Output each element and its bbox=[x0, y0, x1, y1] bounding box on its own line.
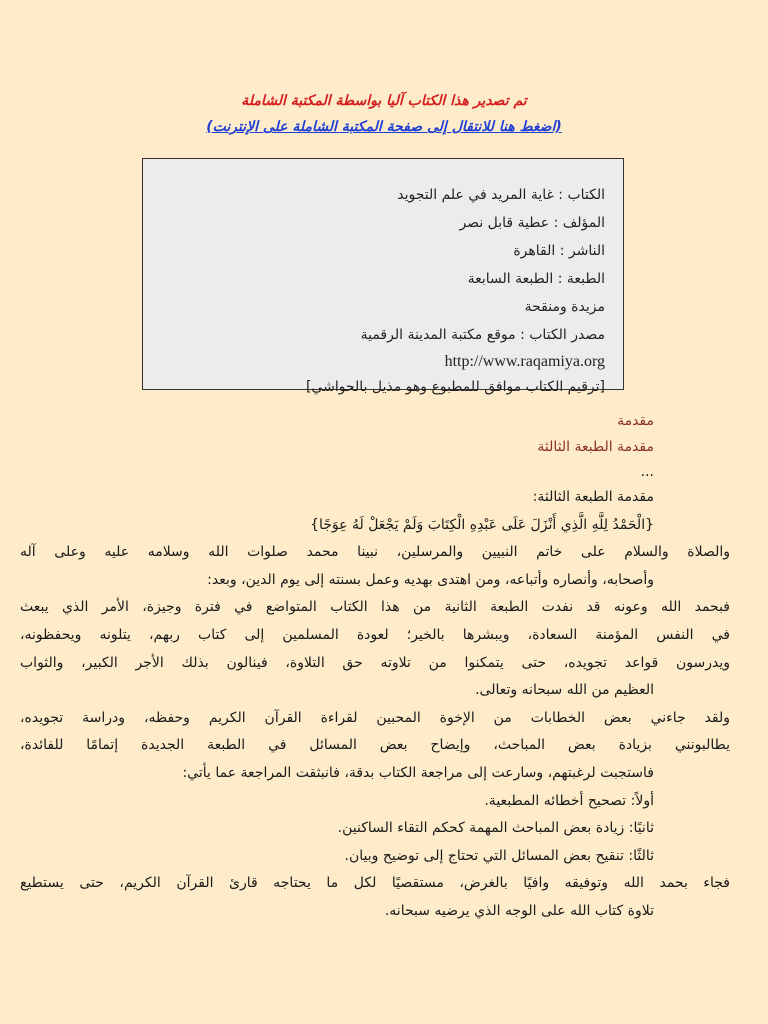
text-line: فاستجبت لرغبتهم، وسارعت إلى مراجعة الكتاب بدقة، فانبثقت المراجعة عما يأتي: bbox=[182, 764, 654, 781]
numbering-note: [ترقيم الكتاب موافق للمطبوع وهو مذيل بالحواشي] bbox=[305, 379, 605, 395]
book-title: الكتاب : غاية المريد في علم التجويد bbox=[397, 187, 605, 203]
book-edition: الطبعة : الطبعة السابعة bbox=[467, 271, 605, 287]
book-edition-note: مزيدة ومنقحة bbox=[524, 299, 605, 315]
text-line: وأصحابه، وأنصاره وأتباعه، ومن اهتدى بهديه وعمل بسنته إلى يوم الدين، وبعد: bbox=[207, 571, 654, 588]
text-line: ولقد جاءني بعض الخطابات من الإخوة المحبين لقراءة القرآن الكريم وحفظه، ودراسة تجويده، bbox=[20, 709, 730, 726]
quran-verse: {الْحَمْدُ لِلَّهِ الَّذِي أَنْزَلَ عَلَى عَبْدِهِ الْكِتَابَ وَلَمْ يَجْعَلْ لَهُ عِوَجًا} bbox=[310, 516, 654, 533]
heading-third-edition: مقدمة الطبعة الثالثة bbox=[537, 439, 654, 455]
text-line: فجاء بحمد الله وتوفيقه وافيًا بالغرض، مستقصيًا لكل ما يحتاجه قارئ القرآن الكريم، حتى يستطيع bbox=[20, 875, 730, 892]
text-line: ثالثًا: تنقيح بعض المسائل التي تحتاج إلى توضيح وبيان. bbox=[344, 847, 654, 864]
text-line: أولاً: تصحيح أخطائه المطبعية. bbox=[484, 792, 654, 809]
text-line: ويدرسون قواعد تجويده، حتى يتمكنوا من تلاوته حق التلاوة، فينالون بذلك الأجر الكبير، والثواب bbox=[20, 654, 730, 671]
source-url: http://www.raqamiya.org bbox=[444, 353, 605, 370]
ellipsis: ... bbox=[640, 464, 654, 480]
text-line: العظيم من الله سبحانه وتعالى. bbox=[475, 682, 654, 699]
book-content bbox=[0, 408, 768, 926]
text-line: فبحمد الله وعونه قد نفدت الطبعة الثانية من هذا الكتاب المتواضع في فترة وجيزة، الأمر الذي يبعث bbox=[20, 599, 730, 616]
heading-introduction: مقدمة bbox=[617, 413, 654, 429]
text-line: يطالبونني بزيادة بعض المباحث، وإيضاح بعض المسائل في الطبعة الجديدة إتمامًا للفائدة، bbox=[20, 737, 730, 754]
export-note: تم تصدير هذا الكتاب آليا بواسطة المكتبة الشاملة bbox=[241, 93, 527, 109]
text-line: مقدمة الطبعة الثالثة: bbox=[532, 489, 654, 505]
book-info-box bbox=[142, 158, 624, 395]
text-line: في النفس المؤمنة السعادة، ويبشرها بالخير؛ لعودة المسلمين إلى كتاب ربهم، يتلونه ويحفظونه، bbox=[20, 626, 730, 643]
book-source: مصدر الكتاب : موقع مكتبة المدينة الرقمية bbox=[360, 327, 605, 343]
text-line: والصلاة والسلام على خاتم النبيين والمرسلين، نبينا محمد صلوات الله وسلامه عليه وعلى آله bbox=[20, 544, 730, 561]
book-publisher: الناشر : القاهرة bbox=[513, 243, 605, 259]
text-line: تلاوة كتاب الله على الوجه الذي يرضيه سبحانه. bbox=[384, 902, 654, 919]
text-line: ثانيًا: زيادة بعض المباحث المهمة كحكم التقاء الساكنين. bbox=[337, 820, 654, 837]
book-author: المؤلف : عطية قابل نصر bbox=[459, 215, 605, 231]
online-library-link[interactable]: (اضغط هنا للانتقال إلى صفحة المكتبة الشاملة على الإنترنت) bbox=[206, 119, 562, 135]
